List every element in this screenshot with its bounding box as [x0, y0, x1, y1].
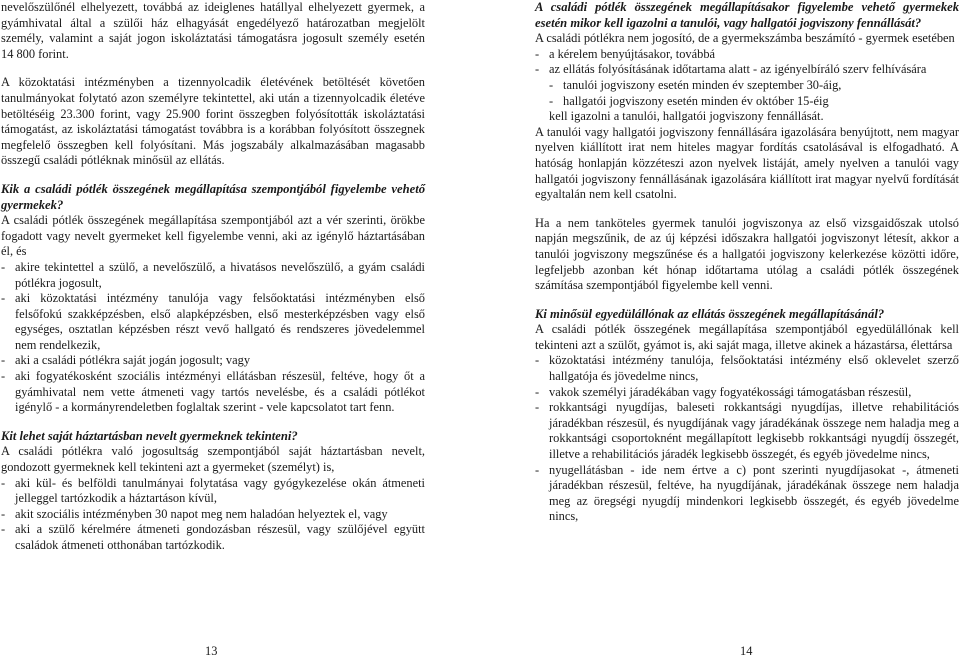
list-item: - aki fogyatékosként szociális intézményi ellátásban részesül, feltéve, hogy őt a gyámhivatal nem vette átmeneti vagy tartós nevelésbe, és a családi pótlékot igénylő - a kormányrendeletben foglaltak szerint - vele kapcsolatot tart fenn. — [1, 369, 425, 415]
bullet-list — [1, 260, 425, 416]
page-number-left: 13 — [205, 644, 218, 658]
list-item: - nyugellátásban - ide nem értve a c) pont szerinti nyugdíjasokat -, átmeneti járadékban részesül, feltéve, ha nyugdíjának, járadékának összege nem haladja meg az öregségi nyugdíj mindenkori legkisebb összegét, és egyéb jövedelme nincs, — [535, 462, 959, 524]
paragraph: nevelőszülőnél elhelyezett, továbbá az ideiglenes hatállyal elhelyezett gyermek, a gyámhivatal által a szülői ház elhagyását engedélyező határozatban megjelölt személy, valamint a saját jogon iskoláztatási támogatásra jogosult személy esetén 14 800 forint. — [1, 0, 487, 61]
sub-list — [535, 78, 959, 109]
list-item: - az ellátás folyósításának időtartama alatt - az igényelbíráló szerv felhívására — [535, 62, 927, 77]
paragraph: A családi pótlék összegének megállapítása szempontjából azt a vér szerinti, örökbe fogadott vagy nevelt gyermeket kell figyelembe venni, aki az igénylő háztartásában él, és — [1, 213, 425, 259]
left-page — [1, 0, 487, 554]
section-heading: Ki minősül egyedülállónak az ellátás összegének megállapításánál? — [535, 306, 885, 321]
section-heading: A családi pótlék összegének megállapításakor figyelembe vehető gyermekek esetén mikor kell igazolni a tanulói, vagy hallgatói jogviszony fennállását? — [535, 0, 959, 30]
paragraph: A családi pótlék összegének megállapítása szempontjából egyedülállónak kell tekinteni azt a szülőt, gyámot is, aki saját maga, illetve akinek a házastársa, élettársa — [535, 322, 959, 352]
paragraph: Ha a nem tanköteles gyermek tanulói jogviszonya az első vizsgaidőszak utolsó napján megszűnik, de az új képzési időszakra hallgatói jogviszonyt létesít, akkor a tanulói jogviszony megszűnése és a hallgatói jogviszony kelerkezése közötti időre, legfeljebb azonban két hónap időtartama utólag a családi pótlék összegének számítása szempontjából figyelembe kell venni. — [535, 215, 959, 293]
list-item: - aki közoktatási intézmény tanulója vagy felsőoktatási intézményben első felsőfokú szakképzésben, első alapképzésben, első mesterképzésben vagy első egységes, osztatlan képzésben részt vevő hallgató és rendszeres jövedelemmel nem rendelkezik, — [1, 291, 425, 352]
section-heading: Kit lehet saját háztartásban nevelt gyermeknek tekinteni? — [1, 428, 298, 443]
list-item: - rokkantsági nyugdíjas, baleseti rokkantsági nyugdíjas, illetve rehabilitációs járadékban részesül, és nyugdíjának vagy járadékának összege nem haladja meg a rokkantsági csoportoknént megállapított legkisebb rokkantsági nyugdíj összegét, illetve a rehabilitációs járadék legkisebb összegét, és egyéb jövedelme nincs, — [535, 400, 959, 462]
list-item: - közoktatási intézmény tanulója, felsőoktatási intézmény első oklevelet szerző hallgatója és jövedelme nincs, — [535, 353, 959, 384]
section-heading: Kik a családi pótlék összegének megállapítása szempontjából figyelembe vehető gyermekek? — [1, 181, 425, 212]
list-item: - akire tekintettel a szülő, a nevelőszülő, a hivatásos nevelőszülő, a gyám családi pótlékra jogosult, — [1, 259, 425, 290]
right-page — [535, 0, 959, 525]
paragraph: A családi pótlékra való jogosultság szempontjából saját háztartásban nevelt, gondozott gyermeknek kell tekinteni azt a gyermeket (személyt) is, — [1, 444, 425, 475]
page-number-right: 14 — [740, 644, 753, 658]
sub-list-tail: kell igazolni a tanulói, hallgatói jogviszony fennállását. — [549, 109, 824, 124]
bullet-list — [535, 353, 959, 525]
paragraph: A családi pótlékra nem jogosító, de a gyermekszámba beszámító - gyermek esetében — [535, 31, 955, 46]
paragraph: A közoktatási intézményben a tizennyolcadik életévének betöltését követően tanulmányokat folytató azon személyre tekintettel, aki után a tizennyolcadik életéve betöltéséig 23.300 forint, vagy 25.900 forint összegben folyósították iskoláztatási támogatást, az iskoláztatási támogatást továbbra is a korábban folyósított összegnek megfelelő összegben kell folyósítani. Más jogszabály alkalmazásában magasabb összegű családi pótléknak minősül az ellátás. — [1, 75, 425, 168]
list-item: - akit szociális intézményben 30 napot meg nem haladóan helyeztek el, vagy — [1, 506, 388, 521]
list-item: - hallgatói jogviszony esetén minden év október 15-éig — [549, 93, 829, 108]
bullet-list — [535, 47, 959, 125]
list-item: - vakok személyi járadékában vagy fogyatékossági támogatásban részesül, — [535, 384, 912, 399]
list-item: - a kérelem benyújtásakor, továbbá — [535, 46, 716, 61]
list-item: - aki a családi pótlékra saját jogán jogosult; vagy — [1, 353, 251, 368]
list-item: - aki kül- és belföldi tanulmányai folytatása vagy gyógykezelése okán átmeneti jelleggel tartózkodik a háztartáson kívül, — [1, 475, 425, 506]
list-item: - aki a szülő kérelmére átmeneti gondozásban részesül, vagy szülőjével együtt családok átmeneti otthonában tartózkodik. — [1, 522, 425, 552]
paragraph: A tanulói vagy hallgatói jogviszony fennállására igazolására benyújtott, nem magyar nyelven kiállított irat nem hiteles magyar fordítás csatolásával is elfogadható. A hatóság honlapján közzéteszi azon nyelvek listáját, amely nyelven a tanulói vagy hallgatói jogviszony fennállásának igazolására kiállított irat magyar nyelvű fordítását egyaltalán nem kell csatolni. — [535, 124, 959, 202]
list-item: - tanulói jogviszony esetén minden év szeptember 30-áig, — [549, 77, 842, 92]
bullet-list — [1, 476, 425, 554]
